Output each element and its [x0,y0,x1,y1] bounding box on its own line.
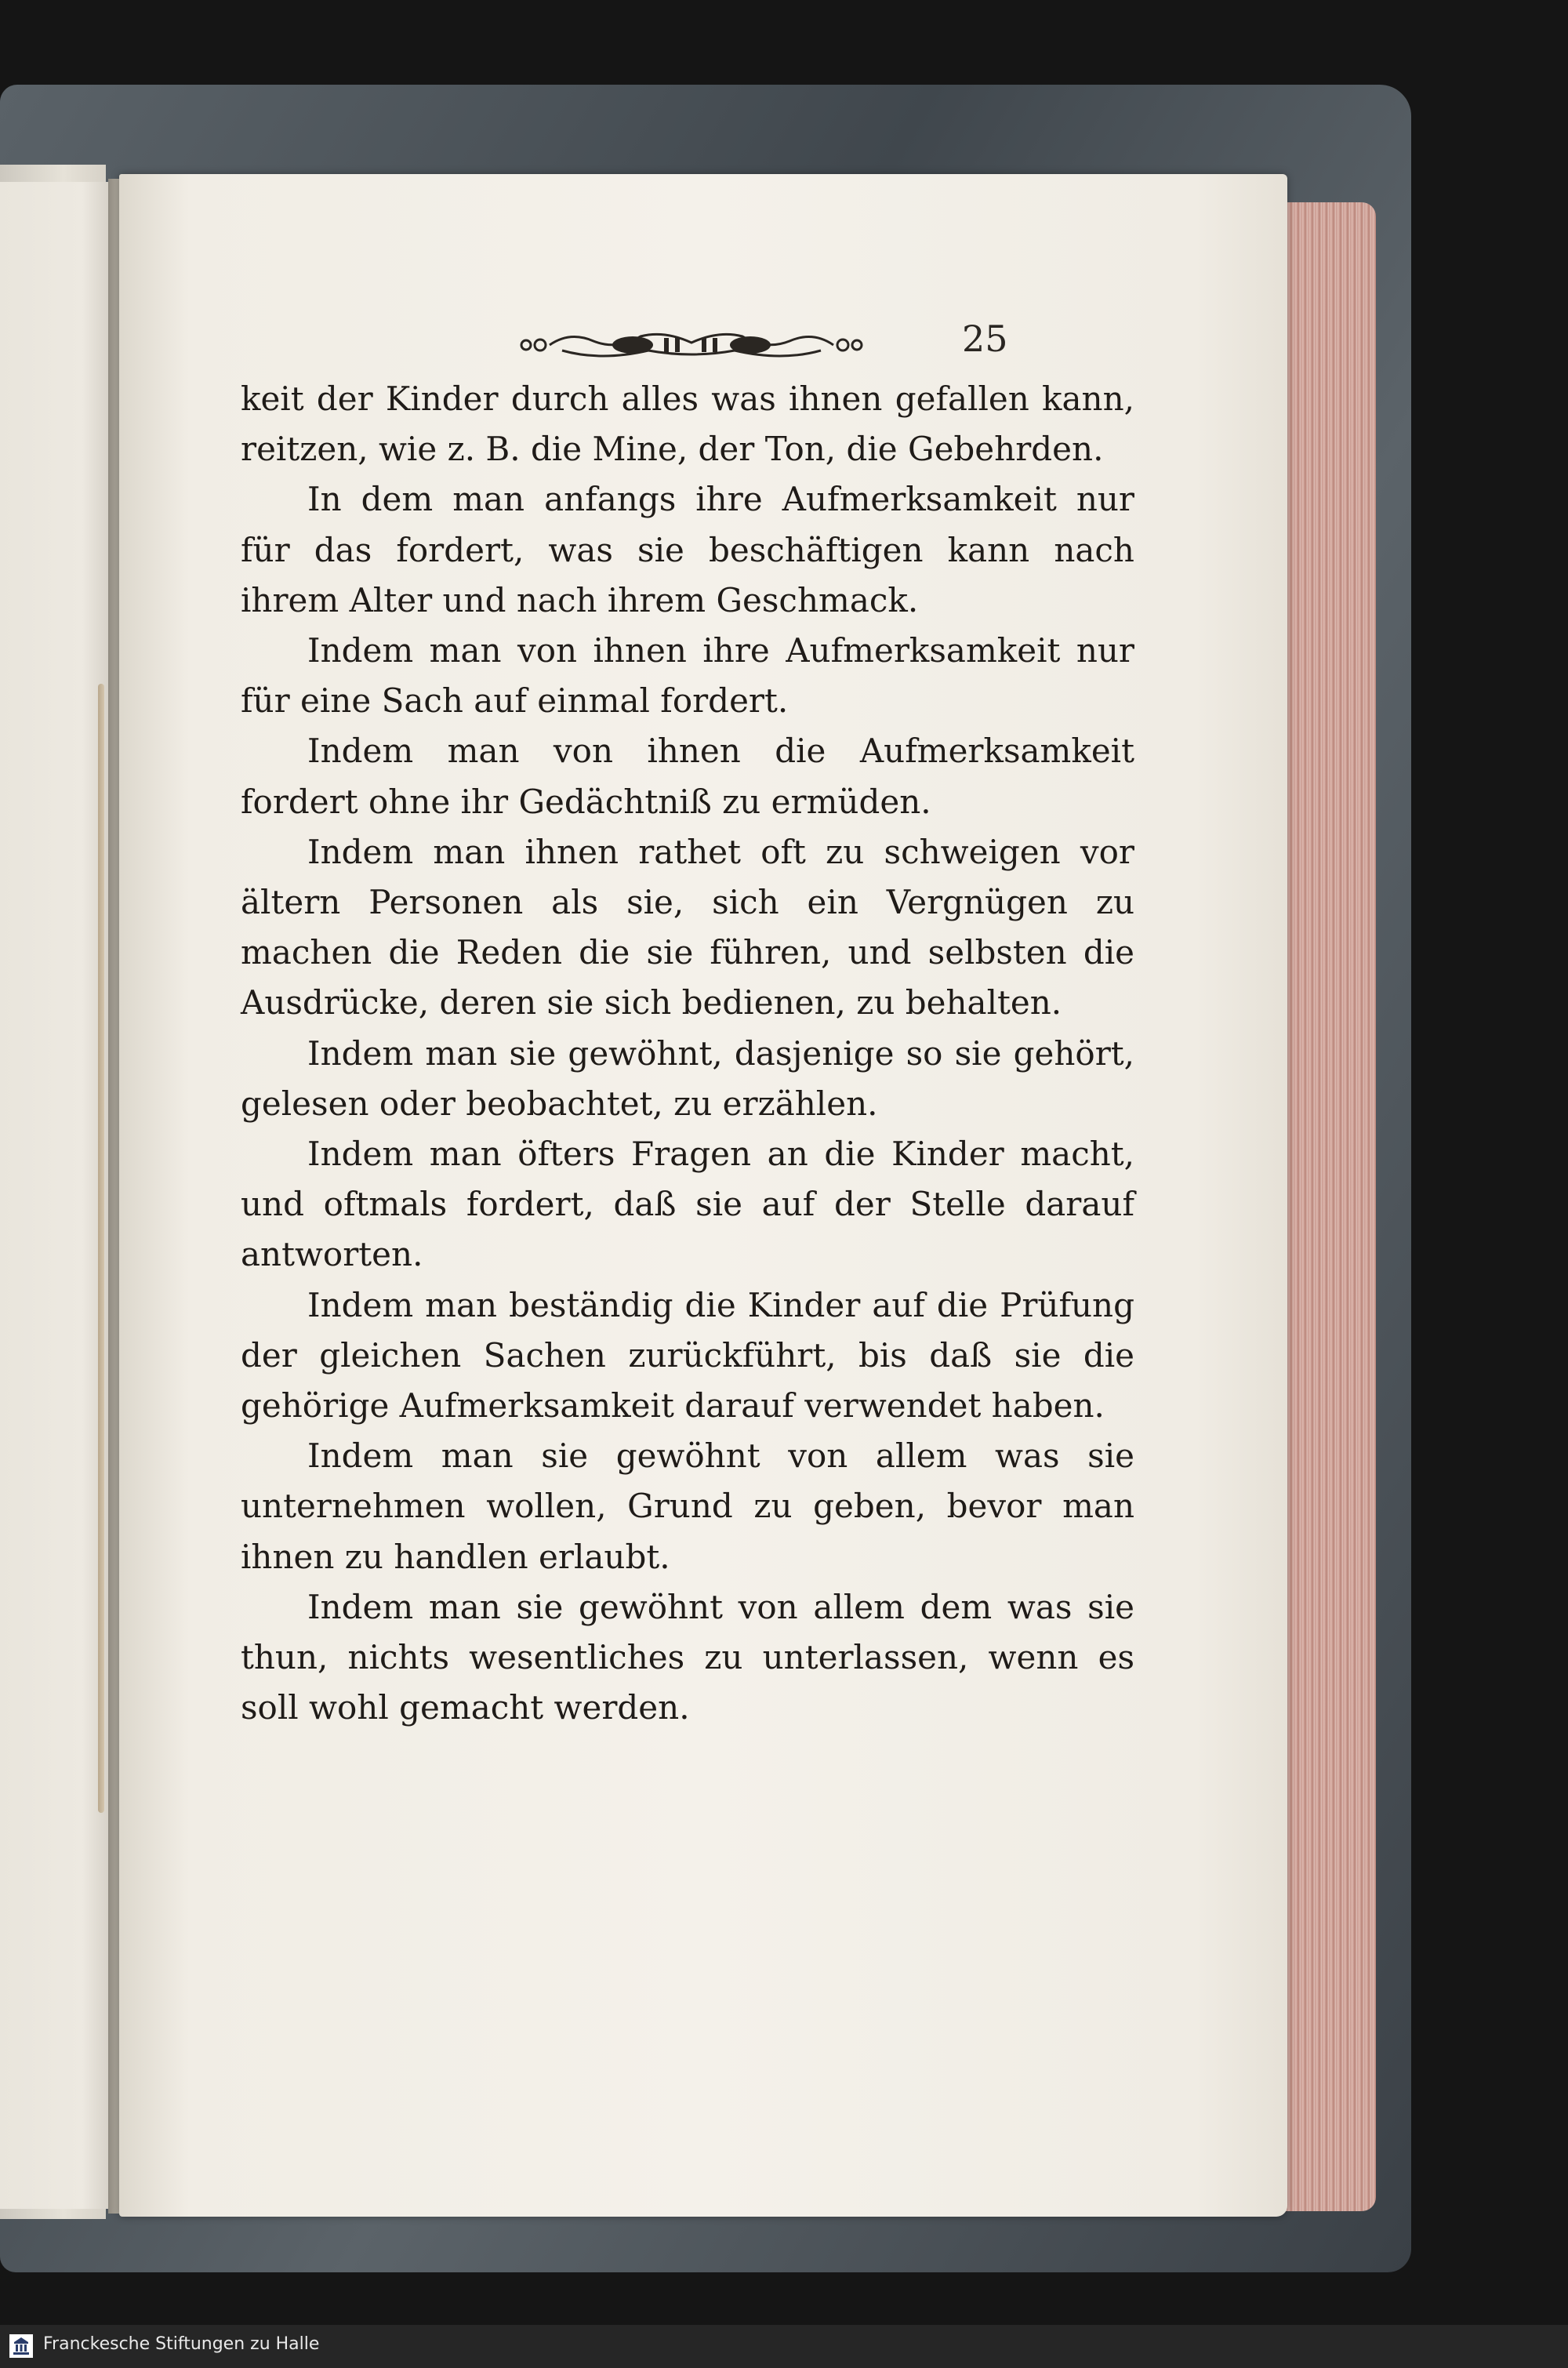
right-page [119,174,1287,2217]
paragraph-8: Indem man beständig die Kinder auf die Prüfung der gleichen Sachen zurückführt, bis daß sie die gehörige Aufmerksamkeit darauf verwendet haben. [241,1285,1134,1426]
paragraph-7: Indem man öfters Fragen an die Kinder macht, und oftmals fordert, daß sie auf der Stelle darauf antworten. [241,1135,1134,1274]
header-ornament-icon [515,327,868,363]
page-header [119,318,1287,372]
foundation-logo-icon [9,2334,33,2358]
paragraph-4: Indem man von ihnen die Aufmerksamkeit fordert ohne ihr Gedächtniß zu ermüden. [241,732,1134,821]
left-page [0,182,118,2209]
page-body-text [241,374,1134,1733]
page-number: 25 [962,318,1008,360]
paragraph-10: Indem man sie gewöhnt von allem dem was sie thun, nichts wesentliches zu unterlassen, wenn es soll wohl gemacht werden. [241,1587,1134,1727]
paragraph-2: In dem man anfangs ihre Aufmerksamkeit nur für das fordert, was sie beschäftigen kann nach ihrem Alter und nach ihrem Geschmack. [241,480,1134,619]
paragraph-5: Indem man ihnen rathet oft zu schweigen vor ältern Personen als sie, sich ein Vergnügen zu machen die Reden die sie führen, und selbsten die Ausdrücke, deren sie sich bedienen, zu behalten. [241,832,1134,1022]
paragraph-6: Indem man sie gewöhnt, dasjenige so sie gehört, gelesen oder beobachtet, zu erzählen. [241,1033,1134,1123]
left-page-fold-mark [98,684,104,1813]
paragraph-9: Indem man sie gewöhnt von allem was sie unternehmen wollen, Grund zu geben, bevor man ihnen zu handlen erlaubt. [241,1436,1134,1576]
footer-bar [0,2325,1568,2368]
paragraph-1: keit der Kinder durch alles was ihnen gefallen kann, reitzen, wie z. B. die Mine, der Ton, die Gebehrden. [241,380,1134,469]
paragraph-3: Indem man von ihnen ihre Aufmerksamkeit nur für eine Sach auf einmal fordert. [241,631,1134,721]
footer-institution-name: Franckesche Stiftungen zu Halle [43,2334,320,2354]
